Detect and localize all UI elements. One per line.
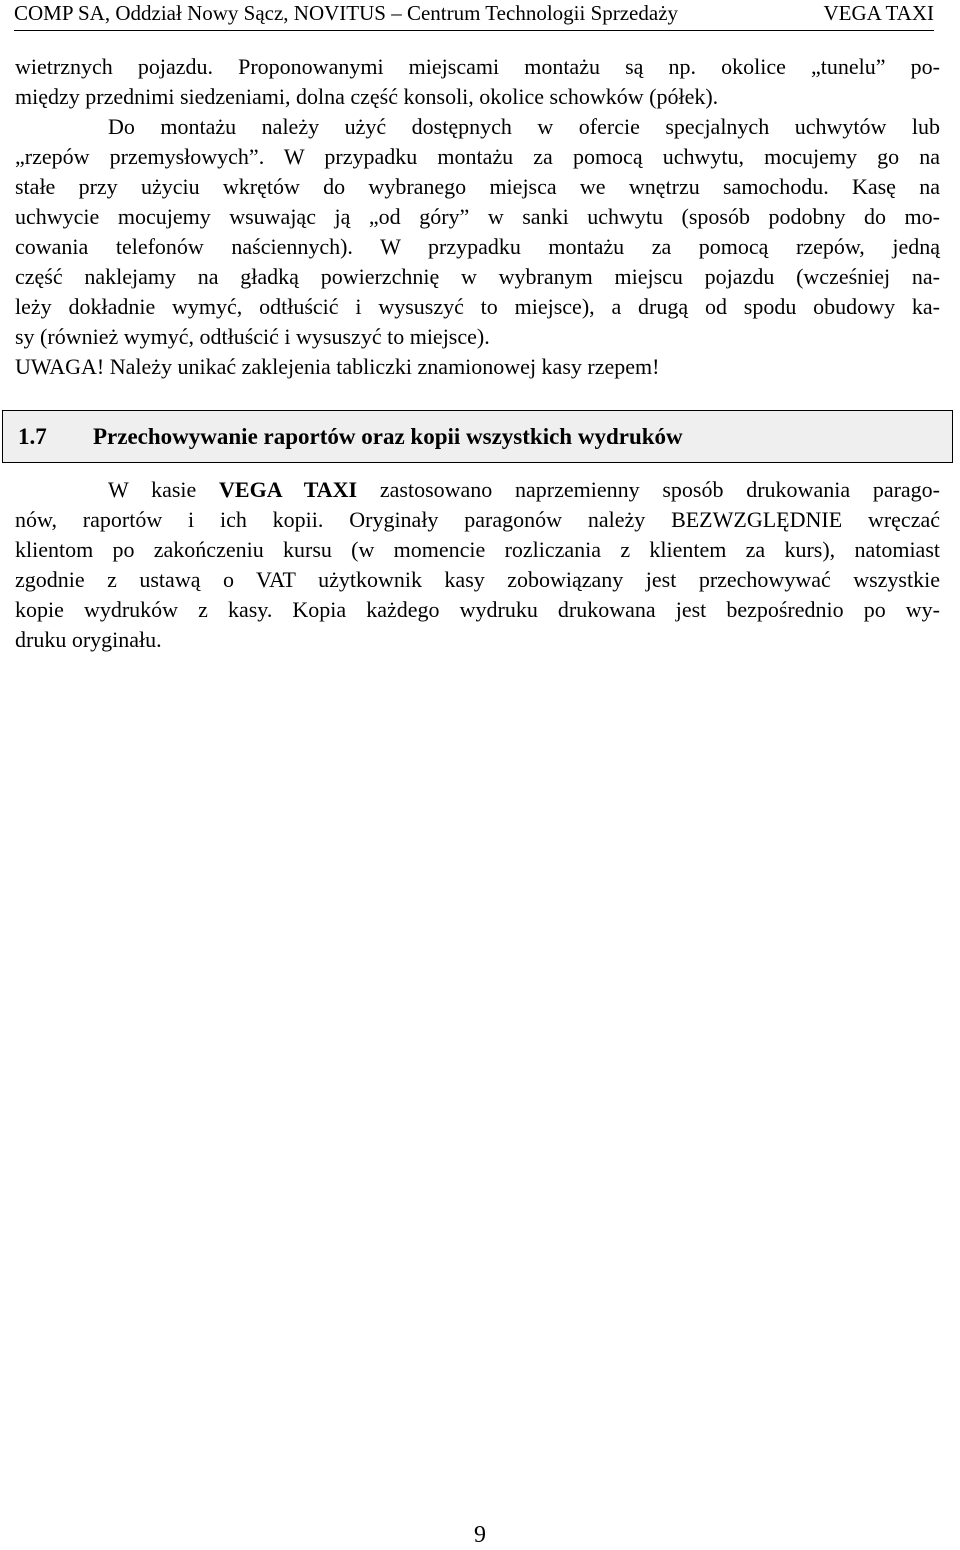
- warning-line: UWAGA! Należy unikać zaklejenia tabliczki znamionowej kasy rzepem!: [15, 354, 660, 379]
- section-title: Przechowywanie raportów oraz kopii wszystkich wydruków: [93, 424, 683, 449]
- product-name: VEGA TAXI: [219, 477, 358, 502]
- page-number: 9: [474, 1522, 486, 1548]
- text-line: Do montażu należy użyć dostępnych w ofercie specjalnych uchwytów lub: [108, 114, 940, 139]
- text-fragment: W kasie: [108, 477, 220, 502]
- header-product: VEGA TAXI: [823, 1, 934, 25]
- text-line: klientom po zakończeniu kursu (w momencie rozliczania z klientem za kurs), natomiast: [15, 537, 940, 562]
- text-line: „rzepów przemysłowych”. W przypadku montażu za pomocą uchwytu, mocujemy go na: [15, 144, 940, 169]
- text-line: część naklejamy na gładką powierzchnię w wybranym miejscu pojazdu (wcześniej na-: [15, 264, 940, 289]
- header-company: COMP SA, Oddział Nowy Sącz, NOVITUS – Centrum Technologii Sprzedaży: [14, 1, 679, 25]
- text-line: uchwycie mocujemy wsuwając ją „od góry” w sanki uchwytu (sposób podobny do mo-: [15, 204, 940, 229]
- text-line: stałe przy użyciu wkrętów do wybranego miejsca we wnętrzu samochodu. Kasę na: [15, 174, 940, 199]
- section-heading: [2, 410, 953, 463]
- section-number: 1.7: [18, 424, 47, 449]
- text-line: [108, 475, 940, 505]
- text-line: cowania telefonów naściennych). W przypadku montażu za pomocą rzepów, jedną: [15, 234, 940, 259]
- text-line: nów, raportów i ich kopii. Oryginały paragonów należy BEZWZGLĘDNIE wręczać: [15, 507, 940, 532]
- page-header: [14, 0, 934, 31]
- text-line: druku oryginału.: [15, 627, 162, 652]
- text-line: sy (również wymyć, odtłuścić i wysuszyć to miejsce).: [15, 324, 490, 349]
- text-line: zgodnie z ustawą o VAT użytkownik kasy zobowiązany jest przechowywać wszystkie: [15, 567, 940, 592]
- text-line: leży dokładnie wymyć, odtłuścić i wysuszyć to miejsce), a drugą od spodu obudowy ka-: [15, 294, 940, 319]
- text-fragment: zastosowano naprzemienny sposób drukowania parago-: [357, 477, 941, 502]
- text-line: kopie wydruków z kasy. Kopia każdego wydruku drukowana jest bezpośrednio po wy-: [15, 597, 940, 622]
- text-line: między przednimi siedzeniami, dolna część konsoli, okolice schowków (półek).: [15, 84, 719, 109]
- text-line: wietrznych pojazdu. Proponowanymi miejscami montażu są np. okolice „tunelu” po-: [15, 54, 940, 79]
